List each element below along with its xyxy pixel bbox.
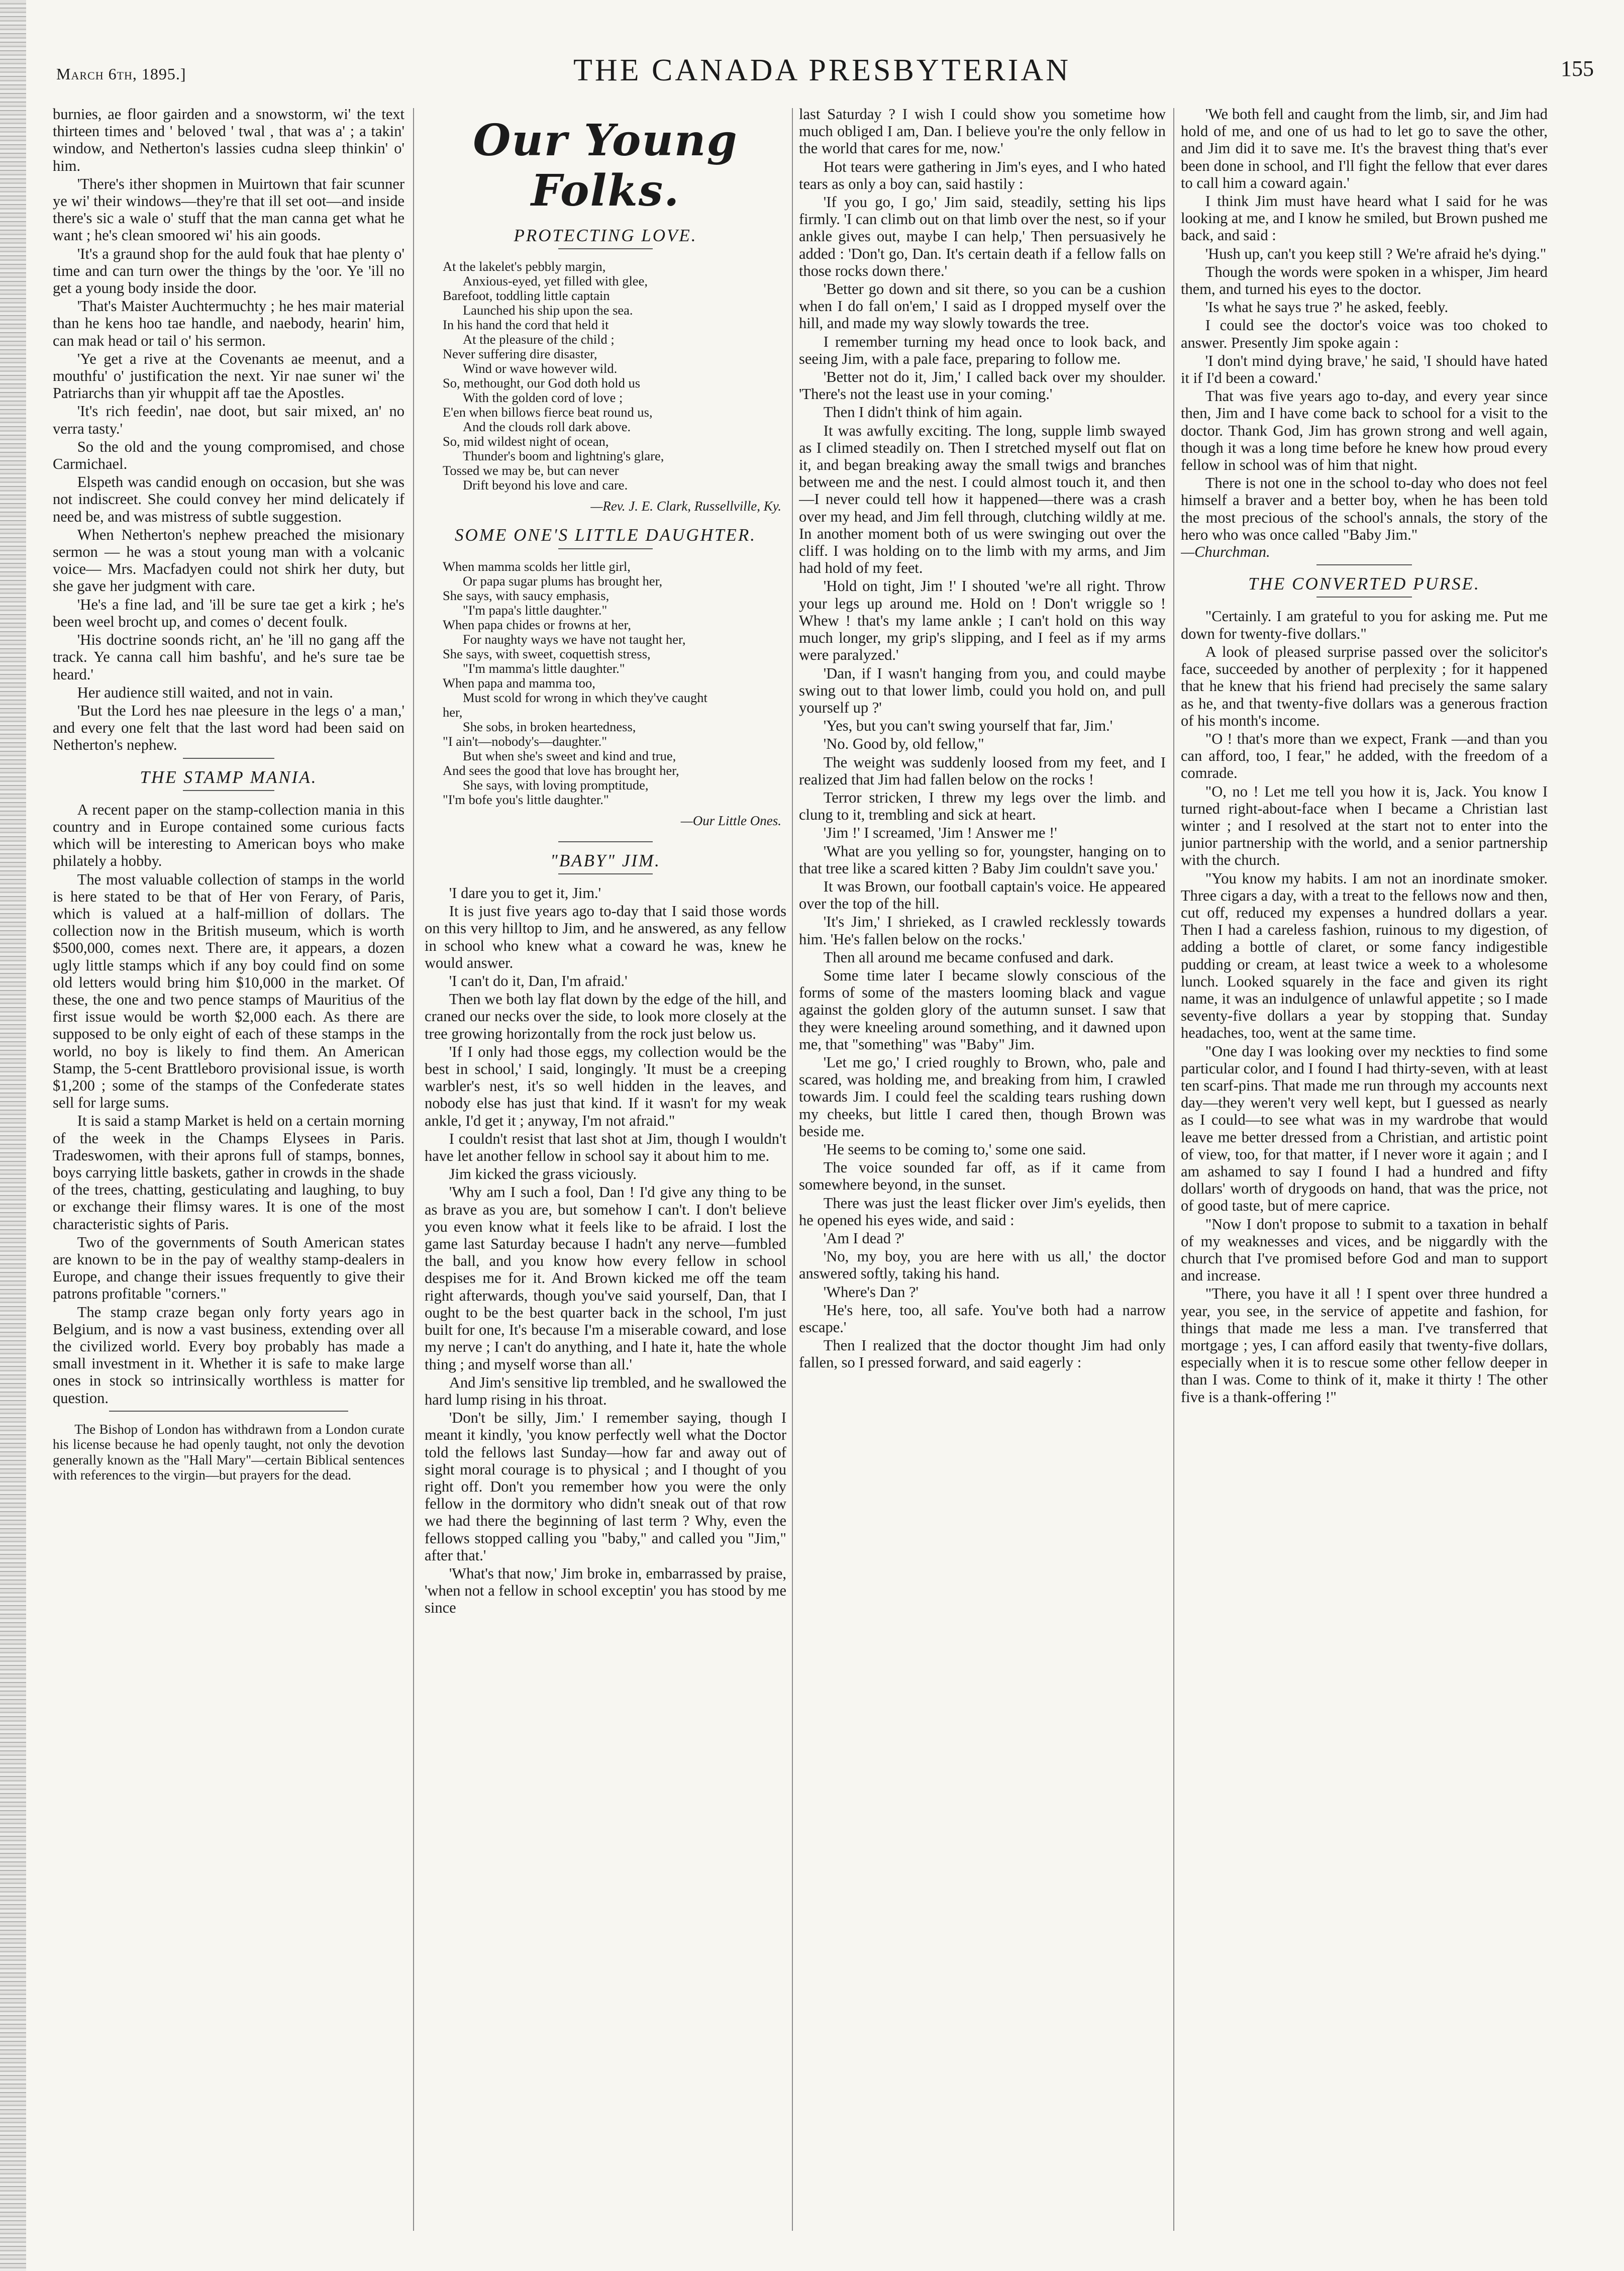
paragraph: Though the words were spoken in a whisper, Jim heard them, and turned his eyes to the doctor. — [1181, 263, 1548, 298]
paragraph: There was just the least flicker over Jim's eyelids, then he opened his eyes wide, and said : — [799, 1194, 1166, 1229]
page-number: 155 — [1561, 56, 1594, 81]
poem-line: Must scold for wrong in which they've caught — [463, 689, 707, 705]
paragraph: 'Better go down and sit there, so you can be a cushion when I do fall on'em,' I said as I dropped myself over the hill, and made my way slowly towards the tree. — [799, 280, 1166, 332]
poem-line: "I'm papa's little daughter." — [463, 602, 607, 618]
poem-line: Anxious-eyed, yet filled with glee, — [463, 273, 648, 289]
section-rule — [1316, 597, 1412, 598]
paragraph: "O, no ! Let me tell you how it is, Jack. You know I turned right-about-face when I became a Christian last winter ; and I resolved at the start not to enter into the junior partnership with the world, and a senior partnership with the church. — [1181, 782, 1548, 869]
paragraph: 'If I only had those eggs, my collection would be the best in school,' I said, longingly. 'It must be a creeping warbler's nest, it's so well hidden in the leaves, and nobody else has just that kind. If it wasn't for my weak ankle, I'd get it ; anyway, I'm not afraid." — [425, 1043, 786, 1129]
paragraph: Then all around me became confused and dark. — [823, 948, 1114, 966]
paragraph: 'I can't do it, Dan, I'm afraid.' — [449, 972, 628, 990]
section-masthead: Our Young Folks. — [473, 115, 738, 216]
poem-line: And sees the good that love has brought her, — [443, 762, 679, 778]
paragraph: "You know my habits. I am not an inordinate smoker. Three cigars a day, with a treat to the fellows now and then, cut off, reduced my expenses a hundred dollars a year. Then I had a careless fashion, ruinous to my digestion, of adding a bottle of claret, or some fancy indigestible pudding or cream, at least twice a week to a wholesome lunch. Looked squarely in the face and given its right name, it was an indulgence of unlawful appetite ; so I made seventy-five dollars a year by stopping that. Sunday headaches, too, went at the same time. — [1181, 869, 1548, 1042]
paragraph: burnies, ae floor gairden and a snowstorm, wi' the text thirteen times and ' beloved ' twal , that was a' ; a takin' window, and Netherton's lassies cudna sleep thinkin' o' him. — [53, 106, 404, 174]
paragraph: 'Hold on tight, Jim !' I shouted 'we're all right. Throw your legs up around me. Hold on ! Don't wriggle so ! Whew ! that's my lame ankle ; I can't hold on this way much longer, my grip's slipping, and I feel as if my arms were paralyzed.' — [799, 577, 1166, 664]
paragraph: 'Don't be silly, Jim.' I remember saying, though I meant it kindly, 'you know perfectly well what the Doctor told the fellows last Sunday—how far and away out of sight moral courage is to physical ; and I thought of you right off. Don't you remember how you were the only fellow in the dormitory who didn't sneak out of that row we had there the beginning of last term ? Why, even the fellows stopped calling you "baby," and called you "Jim," after that.' — [425, 1409, 786, 1564]
section-rule — [558, 873, 652, 874]
poem-line: At the lakelet's pebbly margin, — [443, 259, 606, 274]
paragraph: 'There's ither shopmen in Muirtown that fair scunner ye wi' their windows—they're that ill set oot—and inside there's sic a wale o' stuff that the man canna get what he want ; he's clean smoored wi' his ain goods. — [53, 175, 404, 244]
paragraph: Jim kicked the grass viciously. — [449, 1165, 637, 1183]
paragraph: Then I didn't think of him again. — [823, 404, 1023, 421]
paragraph: "There, you have it all ! I spent over three hundred a year, you see, in the service of appetite and fashion, for things that made me less a man. I've transferred that mortgage ; yes, I can afford easily that twenty-five dollars, especially when it is to rescue some other fellow deeper in than I was. Come to think of it, make it thirty ! The other five is a thank-offering !" — [1181, 1285, 1548, 1406]
poem-line: When papa chides or frowns at her, — [443, 617, 631, 632]
poem-line: Tossed we may be, but can never — [443, 463, 619, 478]
paragraph: 'What are you yelling so for, youngster, hanging on to that tree like a scared kitten ? Baby Jim couldn't save you.' — [799, 842, 1166, 877]
paragraph: last Saturday ? I wish I could show you sometime how much obliged I am, Dan. I believe you're the only fellow in the world that cares for me, now.' — [799, 106, 1166, 157]
poem-line: Thunder's boom and lightning's glare, — [463, 448, 664, 464]
poem-line: Or papa sugar plums has brought her, — [463, 573, 663, 588]
paragraph: 'Hush up, can't you keep still ? We're afraid he's dying." — [1205, 245, 1547, 262]
poem-line: So, methought, our God doth hold us — [443, 375, 641, 391]
poem-line: "I'm mamma's little daughter." — [463, 660, 625, 676]
poem-line: But when she's sweet and kind and true, — [463, 748, 676, 763]
section-rule — [558, 548, 652, 549]
section-rule — [558, 248, 652, 249]
paragraph: I remember turning my head once to look back, and seeing Jim, with a pale face, preparing to follow me. — [799, 333, 1166, 367]
poem-attribution: —Rev. J. E. Clark, Russellville, Ky. — [590, 499, 781, 514]
paragraph: 'No. Good by, old fellow," — [823, 735, 984, 753]
paragraph: It is just five years ago to-day that I said those words on this very hilltop to Jim, and he answered, as any fellow in school who knew what a coward he was, knew he would answer. — [425, 903, 786, 971]
paragraph: Hot tears were gathering in Jim's eyes, and I who hated tears as only a boy can, said hastily : — [799, 158, 1166, 192]
poem-line: She says, with sweet, coquettish stress, — [443, 646, 651, 661]
paragraph: 'Ye get a rive at the Covenants ae meenut, and a mouthfu' o' justification the next. Yir nae suner wi' the Patriarchs than yir whuppit aff tae the Apostles. — [53, 350, 404, 402]
column-rule — [1173, 108, 1174, 2231]
baby-jim-story-end — [1181, 106, 1548, 543]
poem-line: Wind or wave however wild. — [463, 361, 618, 376]
paragraph: 'It's rich feedin', nae doot, but sair mixed, an' no verra tasty.' — [53, 403, 404, 437]
paragraph: 'He seems to be coming to,' some one said. — [823, 1140, 1086, 1158]
paragraph: 'His doctrine soonds richt, an' he 'ill no gang aff the track. Ye canna call him bashfu', and he's sure tae be heard.' — [53, 631, 404, 683]
paragraph: Then I realized that the doctor thought Jim had only fallen, so I pressed forward, and said eagerly : — [799, 1337, 1166, 1371]
paragraph: 'Better not do it, Jim,' I called back over my shoulder. 'There's not the least use in your coming.' — [799, 368, 1166, 403]
poem-line: At the pleasure of the child ; — [463, 332, 615, 347]
paragraph: And Jim's sensitive lip trembled, and he swallowed the hard lump rising in his throat. — [425, 1373, 786, 1408]
section-rule — [109, 1411, 348, 1412]
paragraph: 'I don't mind dying brave,' he said, 'I should have hated it if I'd been a coward.' — [1181, 352, 1548, 387]
paragraph: That was five years ago to-day, and every year since then, Jim and I have come back to school for a visit to the doctor. Thank God, Jim has grown strong and well again, though it was a long time before he knew how proud every fellow in school was of him that night. — [1181, 387, 1548, 474]
paragraph: The weight was suddenly loosed from my feet, and I realized that Jim had fallen below on the rocks ! — [799, 753, 1166, 788]
poem-line: When papa and mamma too, — [443, 675, 595, 690]
converted-purse-title: THE CONVERTED PURSE. — [1248, 574, 1480, 594]
column-2 — [425, 106, 786, 2241]
poem-line: She says, with loving promptitude, — [463, 777, 649, 793]
poem-attribution: —Our Little Ones. — [680, 813, 781, 828]
poem-line: She sobs, in broken heartedness, — [463, 719, 636, 734]
paragraph: There is not one in the school to-day who does not feel himself a braver and a better boy, when he has been told the most precious of the school's annals, the story of the hero who was once called "Baby Jim." — [1181, 474, 1548, 543]
paragraph: "O ! that's more than we expect, Frank —and than you can afford, too, I fear," he added, with the freedom of a comrade. — [1181, 730, 1548, 782]
column-rule — [792, 108, 793, 2231]
paragraph: The most valuable collection of stamps in the world is here stated to be that of Her von Ferary, of Paris, which is valued at a half-million of dollars. The collection now in the British museum, which is worth $500,000, comes next. There are, it appears, a dozen ugly little stamps which if any boy could find on some old letters would bring him $10,000 in the market. Of these, the one and two pence stamps of Mauritius of the first issue would be worth $2,000 each. As there are supposed to be only eight of each of these stamps in the world, no boy is likely to find them. An American Stamp, the 5-cent Brattleboro provisional issue, is worth $1,200 ; some of the stamps of the Confederate states sell for large sums. — [53, 870, 404, 1112]
paragraph: "Certainly. I am grateful to you for asking me. Put me down for twenty-five dollars." — [1181, 608, 1548, 642]
paragraph: I couldn't resist that last shot at Jim, though I wouldn't have let another fellow in school say it about him to me. — [425, 1130, 786, 1165]
column-1 — [53, 106, 404, 2241]
paragraph: 'I dare you to get it, Jim.' — [449, 884, 601, 902]
paragraph: Her audience still waited, and not in vain. — [77, 683, 333, 701]
paragraph: 'Yes, but you can't swing yourself that far, Jim.' — [823, 717, 1113, 735]
paragraph: A look of pleased surprise passed over the solicitor's face, succeeded by another of perplexity ; for it happened that he knew that his friend had precisely the same salary as he, and that twenty-five dollars was a generous fraction of his month's income. — [1181, 643, 1548, 729]
paragraph: "Now I don't propose to submit to a taxation in behalf of my weaknesses and vices, and be niggardly with the church that I've promised before God and man to support and increase. — [1181, 1215, 1548, 1285]
poem-line: "I ain't—nobody's—daughter." — [443, 733, 607, 749]
paragraph: 'But the Lord hes nae pleesure in the legs o' a man,' and every one felt that the last word had been said on Netherton's nephew. — [53, 702, 404, 754]
poem-line: Never suffering dire disaster, — [443, 346, 597, 362]
paragraph: So the old and the young compromised, and chose Carmichael. — [53, 438, 404, 473]
section-rule — [558, 841, 652, 842]
poem-line: Drift beyond his love and care. — [463, 477, 628, 493]
paragraph: 'It's a graund shop for the auld fouk that hae plenty o' time and can turn ower the things by the 'oor. Ye 'ill no get a young body inside the door. — [53, 245, 404, 297]
paragraph: Two of the governments of South American states are known to be in the pay of wealthy stamp-dealers in Europe, and change their issues frequently to give their patrons profitable "corners." — [53, 1233, 404, 1303]
paragraph: The stamp craze began only forty years ago in Belgium, and is now a vast business, extending over all the civilized world. Every boy probably has made a small investment in it. Whether it is safe to make large ones in stock so intrinsically worthless is matter for question. — [53, 1303, 404, 1407]
paragraph: 'What's that now,' Jim broke in, embarrassed by praise, 'when not a fellow in school exceptin' you has stood by me since — [425, 1564, 786, 1617]
paragraph: It was Brown, our football captain's voice. He appeared over the top of the hill. — [799, 877, 1166, 913]
story-source: —Churchman. — [1181, 543, 1270, 561]
stamp-mania-title: THE STAMP MANIA. — [140, 767, 318, 787]
paragraph: 'That's Maister Auchtermuchty ; he hes mair material than he kens hoo tae handle, and naebody, hearin' him, can mak head or tail o' his sermon. — [53, 298, 404, 349]
paragraph: When Netherton's nephew preached the misionary sermon — he was a stout young man with a volcanic voice— Mrs. Macfadyen could not shirk her duty, but she gave her judgment with care. — [53, 526, 404, 595]
paragraph: 'Is what he says true ?' he asked, feebly. — [1205, 299, 1449, 316]
poem-line: her, — [443, 704, 463, 720]
paragraph: Elspeth was candid enough on occasion, but she was not indiscreet. She could convey her mind delicately if need be, and was mistress of subtle suggestion. — [53, 473, 404, 525]
paragraph: Then we both lay flat down by the edge of the hill, and craned our necks over the side, to look more closely at the tree growing horizontally from the rock just below us. — [425, 991, 786, 1042]
paragraph: 'No, my boy, you are here with us all,' the doctor answered softly, taking his hand. — [799, 1248, 1166, 1282]
poem-line: She says, with saucy emphasis, — [443, 587, 610, 603]
paragraph: 'He's a fine lad, and 'ill be sure tae get a kirk ; he's been weel brocht up, and comes o' decent foulk. — [53, 596, 404, 630]
paragraph: 'Jim !' I screamed, 'Jim ! Answer me !' — [823, 824, 1057, 842]
poem-line: When mamma scolds her little girl, — [443, 558, 631, 574]
poem-line: E'en when billows fierce beat round us, — [443, 405, 653, 420]
paragraph: 'He's here, too, all safe. You've both had a narrow escape.' — [799, 1301, 1166, 1336]
page-header — [50, 48, 1594, 103]
poem-little-daughter — [425, 559, 786, 807]
stamp-mania-article — [53, 801, 404, 1407]
section-rule — [183, 790, 274, 791]
paragraph: 'If you go, I go,' Jim said, steadily, setting his lips firmly. 'I can climb out on that limb over the nest, so if your ankle gives out, maybe I can help,' Then persuasively he added : 'Don't go, Dan. It's certain death if a fellow falls on those rocks down there.' — [799, 193, 1166, 279]
story-continuation — [53, 106, 404, 754]
newspaper-title: THE CANADA PRESBYTERIAN — [573, 53, 1071, 87]
paragraph: 'Am I dead ?' — [823, 1230, 904, 1247]
baby-jim-story — [425, 884, 786, 1617]
poem-title-little-daughter: SOME ONE'S LITTLE DAUGHTER. — [455, 525, 756, 545]
column-3 — [799, 106, 1166, 2241]
poem-line: Launched his ship upon the sea. — [463, 303, 633, 318]
paragraph: I think Jim must have heard what I said for he was looking at me, and I know he smiled, but Brown pushed me back, and said : — [1181, 192, 1548, 244]
poem-line: Barefoot, toddling little captain — [443, 288, 610, 304]
baby-jim-story-continued — [799, 106, 1166, 1371]
paragraph: 'It's Jim,' I shrieked, as I crawled recklessly towards him. 'He's fallen below on the rocks.' — [799, 913, 1166, 948]
paragraph: A recent paper on the stamp-collection mania in this country and in Europe contained some curious facts which will be interesting to American boys who make philately a hobby. — [53, 801, 404, 870]
paragraph: "One day I was looking over my neckties to find some particular color, and I found I had thirty-seven, with at least ten scarf-pins. That made me run through my accounts next day—they weren't very well kept, but I guessed as nearly as I could—to see what was in my wardrobe that would leave me better dressed from a Christian, and artistic point of view, too, for that matter, if I never wore it again ; and I am ashamed to say I found I had a hundred and fifty dollars' worth of drygoods on hand, that was the price, not of good taste, but of mere caprice. — [1181, 1042, 1548, 1215]
issue-date: March 6th, 1895.] — [56, 65, 186, 83]
poem-line: "I'm bofe you's little daughter." — [443, 792, 609, 807]
poem-line: For naughty ways we have not taught her, — [463, 631, 686, 647]
poem-line: So, mid wildest night of ocean, — [443, 434, 609, 449]
poem-line: In his hand the cord that held it — [443, 317, 609, 333]
poem-line: And the clouds roll dark above. — [463, 419, 631, 435]
baby-jim-title: "BABY" JIM. — [550, 850, 661, 870]
poem-protecting-love — [425, 259, 786, 492]
column-4 — [1181, 106, 1548, 2241]
column-rule — [413, 108, 414, 2231]
paragraph: The voice sounded far off, as if it came from somewhere beyond, in the sunset. — [799, 1159, 1166, 1194]
paragraph: It is said a stamp Market is held on a certain morning of the week in the Champs Elysees in Paris. Tradeswomen, with their aprons full of stamps, bonnes, boys carrying little baskets, gather in crowds in the shade of the trees, chatting, gesticulating and laughing, to buy or exchange their flimsy wares. It is one of the most characteristic sights of Paris. — [53, 1112, 404, 1233]
paragraph: 'Let me go,' I cried roughly to Brown, who, pale and scared, was holding me, and breaking from him, I crawled towards Jim. I could feel the scalding tears rushing down my cheeks, but little I cared then, though Brown was beside me. — [799, 1053, 1166, 1140]
paragraph: Terror stricken, I threw my legs over the limb. and clung to it, trembling and sick at heart. — [799, 788, 1166, 824]
converted-purse-story — [1181, 608, 1548, 1405]
bishop-note: The Bishop of London has withdrawn from a London curate his license because he had openly taught, not only the devotion generally known as the "Hall Mary"—certain Biblical sentences with references to the virgin—but prayers for the dead. — [53, 1421, 404, 1483]
poem-title-protecting-love: PROTECTING LOVE. — [514, 226, 697, 245]
section-rule — [1316, 564, 1412, 565]
paragraph: 'Dan, if I wasn't hanging from you, and could maybe swing out to that lower limb, could you hold on, and pull yourself up ?' — [799, 664, 1166, 716]
paragraph: I could see the doctor's voice was too choked to answer. Presently Jim spoke again : — [1181, 317, 1548, 351]
binding-edge — [0, 0, 26, 2271]
paragraph: 'Why am I such a fool, Dan ! I'd give any thing to be as brave as you are, but somehow I can't. I don't believe you even know what it feels like to be afraid. I lost the game last Saturday because I hadn't any nerve—fumbled the ball, and you know how every fellow in school despises me for it. And Brown kicked me off the team right afterwards, though you've said yourself, Dan, that I ought to be the best quarter back in the school, I'm just built for one, It's because I'm a miserable coward, and lose my nerve ; I can't do anything, and I hate it, hate the whole thing ; and myself worse than all.' — [425, 1183, 786, 1373]
section-rule — [183, 758, 274, 759]
paragraph: 'We both fell and caught from the limb, sir, and Jim had hold of me, and one of us had to let go to save the other, and Jim did it to save me. It's the bravest thing that's ever been done in school, and I'll fight the fellow that ever dares to call him a coward again.' — [1181, 106, 1548, 191]
paragraph: It was awfully exciting. The long, supple limb swayed as I climed steadily on. Then I stretched myself out flat on it, and began breaking away the small twigs and branches between me and the nest. I could almost touch it, and then—I never could tell how it happened—there was a crash over my head, and Jim fell through, clutching wildly at me. In another moment both of us were swinging out over the cliff. I was holding on to the limb with my arms, and Jim had hold of my feet. — [799, 422, 1166, 577]
poem-line: With the golden cord of love ; — [463, 390, 623, 406]
paragraph: Some time later I became slowly conscious of the forms of some of the masters looming black and vague against the golden glory of the autumn sunset. I saw that they were kneeling around something, and it dawned upon me, that "something" was "Baby" Jim. — [799, 966, 1166, 1053]
paragraph: 'Where's Dan ?' — [823, 1283, 919, 1301]
